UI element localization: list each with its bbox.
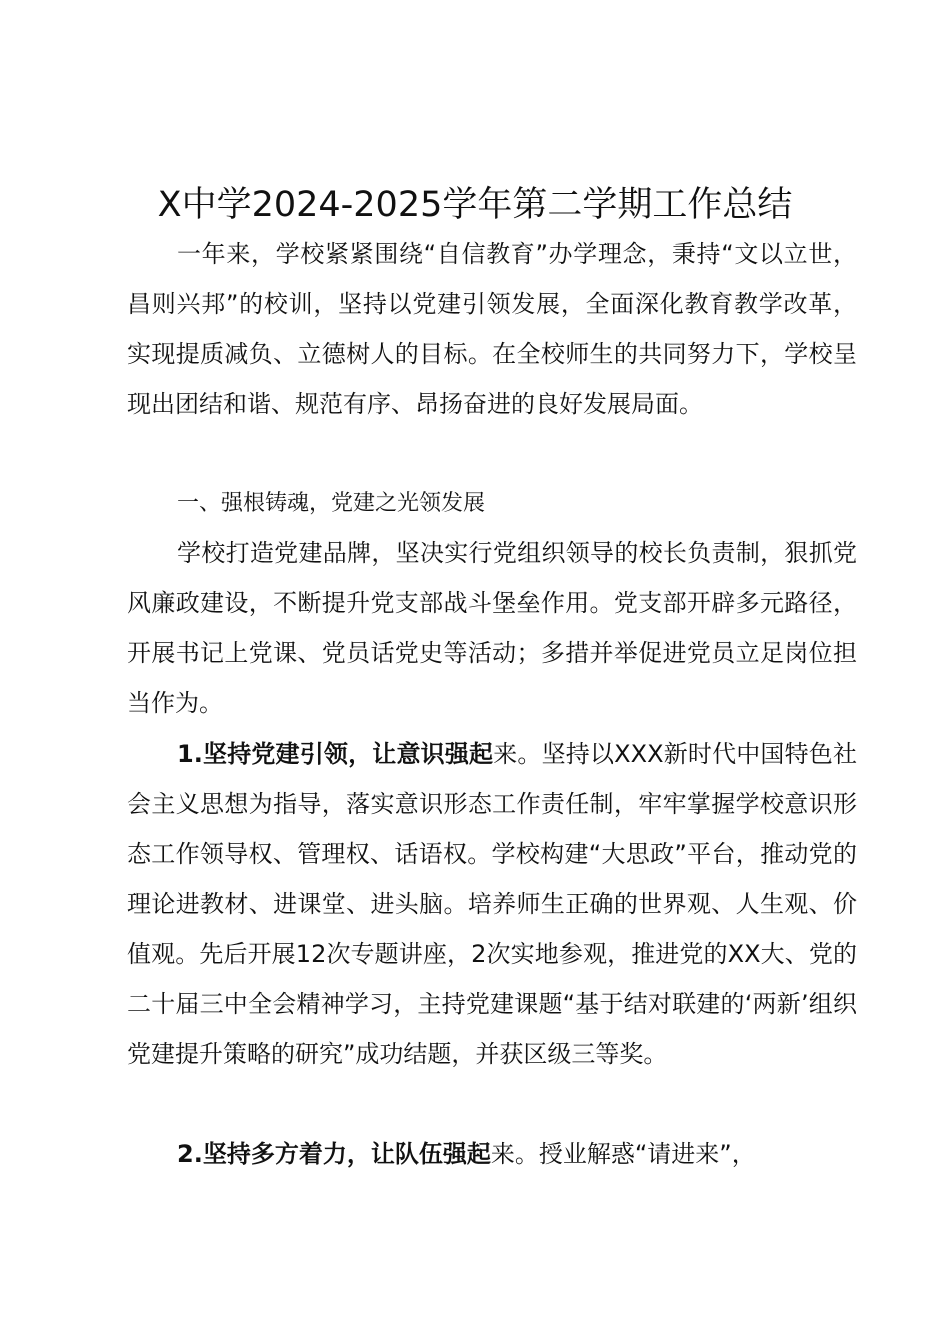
section-heading: 一、强根铸魂，党建之光领发展 [177, 491, 486, 516]
list-item-2-lead: 2.坚持多方着力，让队伍强起 [177, 1140, 491, 1168]
list-item-1-lead: 1.坚持党建引领，让意识强起 [177, 740, 494, 768]
list-item-1-text: 来。坚持以XXX新时代中国特色社会主义思想为指导，落实意识形态工作责任制，牢牢掌握学校意识形态工作领导权、管理权、话语权。学校构建“大思政”平台，推动党的理论进教材、进课堂、进头脑。培养师生正确的世界观、人生观、价值观。先后开展12次专题讲座，2次实地参观，推进党的XX大、党的二十届三中全会精神学习，主持党建课题“基于结对联建的‘两新’组织党建提升策略的研究”成功结题，并获区级三等奖。 [127, 740, 857, 1068]
document-title: X中学2024-2025学年第二学期工作总结 [157, 185, 793, 225]
list-item-2-text: 来。授业解惑“请进来”， [490, 1140, 756, 1168]
list-item-2 [127, 1129, 857, 1179]
list-item-1 [127, 729, 857, 1079]
intro-paragraph: 一年来，学校紧紧围绕“自信教育”办学理念，秉持“文以立世，昌则兴邦”的校训，坚持以党建引领发展，全面深化教育教学改革，实现提质减负、立德树人的目标。在全校师生的共同努力下，学校呈现出团结和谐、规范有序、昂扬奋进的良好发展局面。 [127, 240, 857, 418]
section-paragraph: 学校打造党建品牌，坚决实行党组织领导的校长负责制，狠抓党风廉政建设，不断提升党支部战斗堡垒作用。党支部开辟多元路径，开展书记上党课、党员话党史等活动；多措并举促进党员立足岗位担当作为。 [127, 539, 857, 717]
